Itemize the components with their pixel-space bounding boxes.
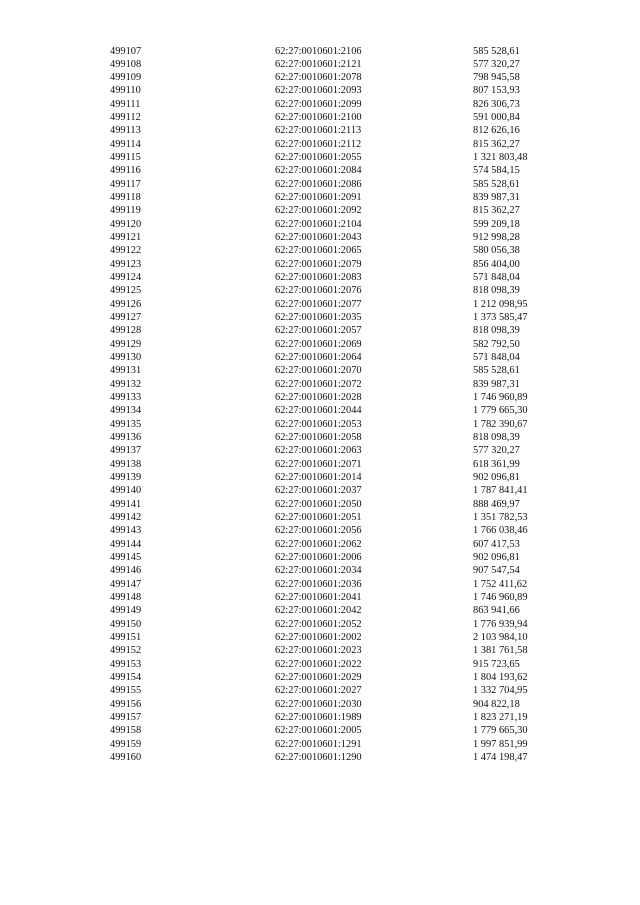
cadastral-number: 62:27:0010601:1290 [275, 751, 362, 763]
cadastral-number: 62:27:0010601:2063 [275, 445, 362, 457]
table-row [110, 711, 550, 724]
table-row [110, 578, 550, 591]
table-row [110, 124, 550, 137]
cadastral-value: 815 362,27 [473, 205, 520, 217]
cadastral-value: 585 528,61 [473, 365, 520, 377]
row-number: 499130 [110, 352, 142, 364]
row-number: 499156 [110, 698, 142, 710]
table-row [110, 98, 550, 111]
row-number: 499150 [110, 618, 142, 630]
cadastral-number: 62:27:0010601:2044 [275, 405, 362, 417]
cadastral-value: 1 823 271,19 [473, 711, 528, 723]
cadastral-value: 591 000,84 [473, 112, 520, 124]
cadastral-value: 1 997 851,99 [473, 738, 528, 750]
cadastral-value: 839 987,31 [473, 378, 520, 390]
cadastral-number: 62:27:0010601:2036 [275, 578, 362, 590]
cadastral-number: 62:27:0010601:2065 [275, 245, 362, 257]
table-row [110, 191, 550, 204]
table-row [110, 284, 550, 297]
row-number: 499120 [110, 218, 142, 230]
row-number: 499115 [110, 152, 141, 164]
cadastral-value: 818 098,39 [473, 432, 520, 444]
row-number: 499109 [110, 72, 142, 84]
row-number: 499128 [110, 325, 142, 337]
table-row [110, 751, 550, 764]
row-number: 499138 [110, 458, 142, 470]
cadastral-value: 599 209,18 [473, 218, 520, 230]
cadastral-number: 62:27:0010601:2058 [275, 432, 362, 444]
cadastral-value: 1 782 390,67 [473, 418, 528, 430]
table-row [110, 45, 550, 58]
cadastral-value: 812 626,16 [473, 125, 520, 137]
table-row [110, 351, 550, 364]
cadastral-number: 62:27:0010601:2106 [275, 45, 362, 57]
table-row [110, 311, 550, 324]
cadastral-value: 1 746 960,89 [473, 392, 528, 404]
row-number: 499135 [110, 418, 142, 430]
table-row [110, 684, 550, 697]
row-number: 499155 [110, 685, 142, 697]
row-number: 499131 [110, 365, 142, 377]
cadastral-value: 818 098,39 [473, 325, 520, 337]
cadastral-value: 815 362,27 [473, 138, 520, 150]
cadastral-value: 1 804 193,62 [473, 671, 528, 683]
row-number: 499137 [110, 445, 142, 457]
cadastral-value: 1 332 704,95 [473, 685, 528, 697]
table-row [110, 524, 550, 537]
row-number: 499110 [110, 85, 141, 97]
cadastral-value: 904 822,18 [473, 698, 520, 710]
cadastral-number: 62:27:0010601:2028 [275, 392, 362, 404]
cadastral-value: 1 779 665,30 [473, 405, 528, 417]
table-row [110, 271, 550, 284]
cadastral-value: 907 547,54 [473, 565, 520, 577]
table-row [110, 84, 550, 97]
cadastral-value: 607 417,53 [473, 538, 520, 550]
cadastral-value: 1 779 665,30 [473, 725, 528, 737]
row-number: 499119 [110, 205, 141, 217]
table-row [110, 138, 550, 151]
table-row [110, 498, 550, 511]
table-row [110, 631, 550, 644]
cadastral-number: 62:27:0010601:2042 [275, 605, 362, 617]
table-row [110, 724, 550, 737]
row-number: 499159 [110, 738, 142, 750]
row-number: 499149 [110, 605, 142, 617]
cadastral-value: 580 056,38 [473, 245, 520, 257]
table-row [110, 204, 550, 217]
row-number: 499153 [110, 658, 142, 670]
cadastral-number: 62:27:0010601:2100 [275, 112, 362, 124]
table-row [110, 658, 550, 671]
cadastral-number: 62:27:0010601:2030 [275, 698, 362, 710]
table-row [110, 698, 550, 711]
table-row [110, 218, 550, 231]
table-row [110, 404, 550, 417]
row-number: 499118 [110, 192, 141, 204]
row-number: 499136 [110, 432, 142, 444]
table-row [110, 391, 550, 404]
table-row [110, 444, 550, 457]
cadastral-number: 62:27:0010601:2121 [275, 58, 362, 70]
cadastral-value: 902 096,81 [473, 551, 520, 563]
cadastral-number: 62:27:0010601:2086 [275, 178, 362, 190]
row-number: 499114 [110, 138, 141, 150]
cadastral-value: 863 941,66 [473, 605, 520, 617]
row-number: 499132 [110, 378, 142, 390]
cadastral-number: 62:27:0010601:2055 [275, 152, 362, 164]
cadastral-value: 856 404,00 [473, 258, 520, 270]
row-number: 499158 [110, 725, 142, 737]
cadastral-number: 62:27:0010601:2077 [275, 298, 362, 310]
cadastral-value: 1 381 761,58 [473, 645, 528, 657]
cadastral-number: 62:27:0010601:2069 [275, 338, 362, 350]
row-number: 499144 [110, 538, 142, 550]
cadastral-number: 62:27:0010601:2091 [275, 192, 362, 204]
table-row [110, 111, 550, 124]
cadastral-value: 1 321 803,48 [473, 152, 528, 164]
cadastral-number: 62:27:0010601:1989 [275, 711, 362, 723]
cadastral-number: 62:27:0010601:2070 [275, 365, 362, 377]
row-number: 499140 [110, 485, 142, 497]
cadastral-value: 1 766 038,46 [473, 525, 528, 537]
cadastral-number: 62:27:0010601:2072 [275, 378, 362, 390]
cadastral-number: 62:27:0010601:2099 [275, 98, 362, 110]
cadastral-value: 798 945,58 [473, 72, 520, 84]
cadastral-number: 62:27:0010601:2014 [275, 472, 362, 483]
cadastral-value: 1 776 939,94 [473, 618, 528, 630]
cadastral-number: 62:27:0010601:2079 [275, 258, 362, 270]
row-number: 499123 [110, 258, 142, 270]
cadastral-number: 62:27:0010601:2005 [275, 725, 362, 737]
row-number: 499145 [110, 551, 142, 563]
row-number: 499154 [110, 671, 142, 683]
cadastral-value: 818 098,39 [473, 285, 520, 297]
table-row [110, 671, 550, 684]
table-row [110, 738, 550, 751]
row-number: 499113 [110, 125, 141, 137]
cadastral-number: 62:27:0010601:2022 [275, 658, 362, 670]
table-row [110, 378, 550, 391]
cadastral-value: 888 469,97 [473, 498, 520, 510]
cadastral-value: 585 528,61 [473, 178, 520, 190]
row-number: 499112 [110, 112, 141, 124]
table-row [110, 431, 550, 444]
row-number: 499129 [110, 338, 142, 350]
cadastral-value: 807 153,93 [473, 85, 520, 97]
cadastral-number: 62:27:0010601:2023 [275, 645, 362, 657]
row-number: 499127 [110, 312, 142, 324]
table-row [110, 484, 550, 497]
table-row [110, 644, 550, 657]
parcel-table [110, 45, 550, 765]
cadastral-number: 62:27:0010601:2112 [275, 138, 362, 150]
cadastral-number: 62:27:0010601:2002 [275, 631, 362, 643]
cadastral-value: 574 584,15 [473, 165, 520, 177]
cadastral-number: 62:27:0010601:2035 [275, 312, 362, 324]
table-row [110, 258, 550, 271]
table-row [110, 231, 550, 244]
cadastral-number: 62:27:0010601:2071 [275, 458, 362, 470]
cadastral-value: 618 361,99 [473, 458, 520, 470]
cadastral-number: 62:27:0010601:2062 [275, 538, 362, 550]
cadastral-number: 62:27:0010601:2104 [275, 218, 362, 230]
cadastral-number: 62:27:0010601:2034 [275, 565, 362, 577]
row-number: 499124 [110, 272, 142, 284]
cadastral-number: 62:27:0010601:2057 [275, 325, 362, 337]
table-row [110, 298, 550, 311]
cadastral-value: 1 746 960,89 [473, 591, 528, 603]
cadastral-value: 577 320,27 [473, 445, 520, 457]
table-row [110, 324, 550, 337]
row-number: 499111 [110, 98, 141, 110]
row-number: 499107 [110, 45, 142, 57]
cadastral-value: 585 528,61 [473, 45, 520, 57]
row-number: 499121 [110, 232, 142, 244]
cadastral-value: 1 373 585,47 [473, 312, 528, 324]
row-number: 499122 [110, 245, 142, 257]
table-row [110, 604, 550, 617]
cadastral-number: 62:27:0010601:2037 [275, 485, 362, 497]
row-number: 499108 [110, 58, 142, 70]
row-number: 499134 [110, 405, 142, 417]
table-row [110, 71, 550, 84]
cadastral-number: 62:27:0010601:2006 [275, 551, 362, 563]
row-number: 499160 [110, 751, 142, 763]
cadastral-number: 62:27:0010601:2043 [275, 232, 362, 244]
row-number: 499126 [110, 298, 142, 310]
cadastral-number: 62:27:0010601:2050 [275, 498, 362, 510]
table-row [110, 58, 550, 71]
table-row [110, 538, 550, 551]
row-number: 499125 [110, 285, 142, 297]
cadastral-number: 62:27:0010601:2041 [275, 591, 362, 603]
cadastral-value: 839 987,31 [473, 192, 520, 204]
table-row [110, 458, 550, 471]
table-row [110, 338, 550, 351]
table-row [110, 471, 550, 484]
row-number: 499148 [110, 591, 142, 603]
row-number: 499151 [110, 631, 142, 643]
table-row [110, 151, 550, 164]
cadastral-value: 912 998,28 [473, 232, 520, 244]
cadastral-value: 826 306,73 [473, 98, 520, 110]
table-row [110, 418, 550, 431]
row-number: 499152 [110, 645, 142, 657]
row-number: 499157 [110, 711, 142, 723]
cadastral-value: 571 848,04 [473, 352, 520, 364]
cadastral-number: 62:27:0010601:2051 [275, 511, 362, 523]
cadastral-value: 2 103 984,10 [473, 631, 528, 643]
cadastral-value: 902 096,81 [473, 472, 520, 483]
table-row [110, 244, 550, 257]
cadastral-number: 62:27:0010601:2052 [275, 618, 362, 630]
cadastral-number: 62:27:0010601:2056 [275, 525, 362, 537]
cadastral-number: 62:27:0010601:2113 [275, 125, 362, 137]
table-row [110, 618, 550, 631]
cadastral-number: 62:27:0010601:2092 [275, 205, 362, 217]
cadastral-value: 582 792,50 [473, 338, 520, 350]
row-number: 499139 [110, 472, 142, 483]
table-row [110, 591, 550, 604]
cadastral-number: 62:27:0010601:2078 [275, 72, 362, 84]
cadastral-number: 62:27:0010601:2084 [275, 165, 362, 177]
table-row [110, 551, 550, 564]
cadastral-number: 62:27:0010601:1291 [275, 738, 362, 750]
table-row [110, 564, 550, 577]
cadastral-number: 62:27:0010601:2064 [275, 352, 362, 364]
cadastral-value: 577 320,27 [473, 58, 520, 70]
cadastral-value: 1 351 782,53 [473, 511, 528, 523]
row-number: 499146 [110, 565, 142, 577]
cadastral-number: 62:27:0010601:2053 [275, 418, 362, 430]
table-row [110, 178, 550, 191]
cadastral-value: 915 723,65 [473, 658, 520, 670]
table-row [110, 364, 550, 377]
row-number: 499117 [110, 178, 141, 190]
row-number: 499116 [110, 165, 141, 177]
cadastral-number: 62:27:0010601:2027 [275, 685, 362, 697]
cadastral-number: 62:27:0010601:2083 [275, 272, 362, 284]
cadastral-value: 1 787 841,41 [473, 485, 528, 497]
cadastral-value: 1 752 411,62 [473, 578, 528, 590]
cadastral-number: 62:27:0010601:2029 [275, 671, 362, 683]
table-row [110, 164, 550, 177]
row-number: 499147 [110, 578, 142, 590]
table-row [110, 511, 550, 524]
cadastral-value: 1 474 198,47 [473, 751, 528, 763]
row-number: 499142 [110, 511, 142, 523]
cadastral-number: 62:27:0010601:2093 [275, 85, 362, 97]
cadastral-value: 571 848,04 [473, 272, 520, 284]
cadastral-number: 62:27:0010601:2076 [275, 285, 362, 297]
row-number: 499141 [110, 498, 142, 510]
row-number: 499143 [110, 525, 142, 537]
cadastral-value: 1 212 098,95 [473, 298, 528, 310]
row-number: 499133 [110, 392, 142, 404]
